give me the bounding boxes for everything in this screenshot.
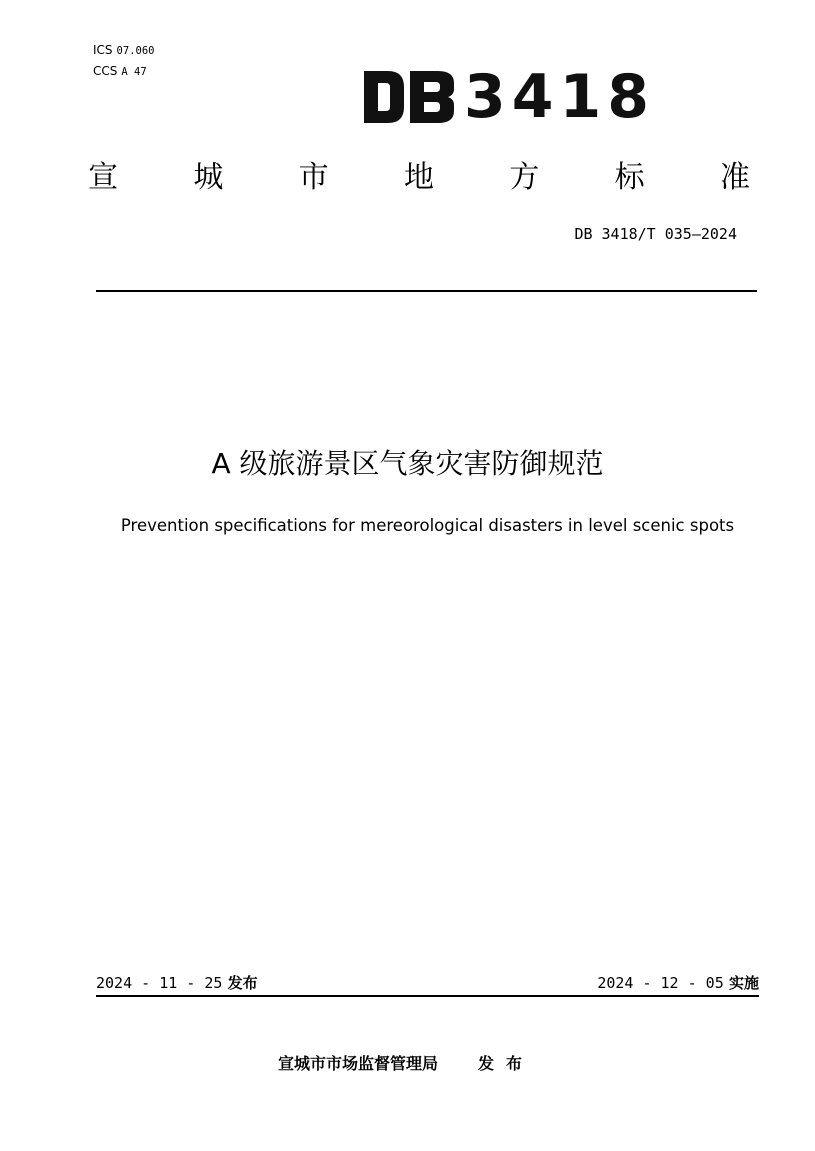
issue-action: 发布 [478, 1054, 535, 1073]
standard-code-logo [362, 62, 655, 132]
publish-date: 2024 - 11 - 25 [96, 974, 223, 992]
ics-value: 07.060 [116, 45, 155, 57]
document-title-chinese: A 级旅游景区气象灾害防御规范 [211, 447, 604, 480]
standard-type-char: 宣 [88, 160, 118, 195]
db-logo-icon [362, 67, 458, 127]
standard-type-heading [88, 158, 750, 198]
standard-type-char: 方 [509, 160, 540, 195]
standard-type-char: 市 [298, 160, 329, 195]
standard-number: DB 3418/T 035—2024 [574, 225, 737, 243]
ccs-line [93, 61, 154, 82]
issuing-authority: 宣城市市场监督管理局 [278, 1054, 439, 1073]
header-divider [96, 290, 757, 292]
ics-line [93, 40, 154, 61]
classification-codes [93, 40, 154, 82]
implement-label: 实施 [728, 974, 759, 992]
ics-label: ICS [93, 43, 113, 57]
date-row [96, 972, 759, 994]
standard-type-char: 准 [719, 160, 750, 195]
document-title-english: Prevention specifications for mereorological disasters in level scenic spots [120, 516, 735, 535]
footer-divider [96, 995, 759, 997]
standard-type-char: 标 [614, 160, 645, 195]
publish-label: 发布 [227, 974, 258, 992]
issuing-authority-line [278, 1053, 534, 1075]
ccs-value: A 47 [121, 66, 147, 78]
publish-date-block [96, 972, 258, 994]
implement-date: 2024 - 12 - 05 [597, 974, 724, 992]
ccs-label: CCS [93, 64, 118, 78]
standard-type-char: 地 [403, 160, 434, 195]
standard-code-number: 3418 [464, 62, 655, 132]
standard-type-char: 城 [193, 160, 224, 195]
implement-date-block [597, 972, 759, 994]
